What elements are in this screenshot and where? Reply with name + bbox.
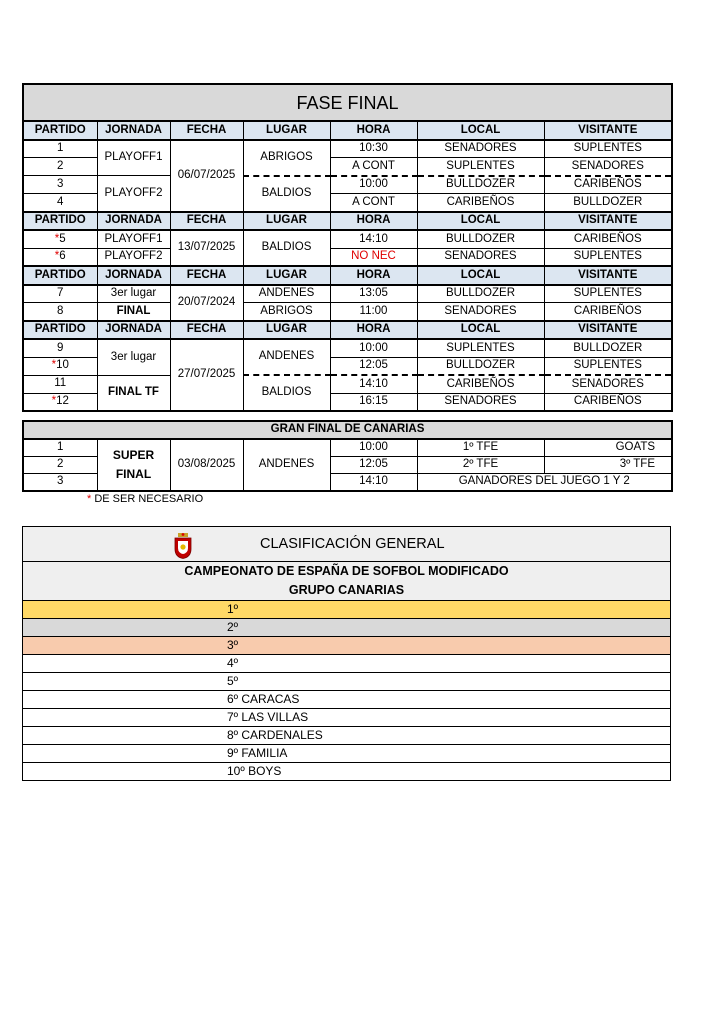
local-cell: CARIBEÑOS bbox=[417, 194, 544, 212]
table-row bbox=[23, 303, 672, 321]
partido-cell bbox=[23, 375, 97, 393]
header-local: LOCAL bbox=[417, 121, 544, 140]
footnote bbox=[87, 493, 203, 505]
partido-number: 10 bbox=[56, 359, 69, 372]
partido-cell: 2 bbox=[23, 158, 97, 176]
jornada-cell: 3er lugar bbox=[97, 285, 170, 303]
header-jornada: JORNADA bbox=[97, 321, 170, 340]
fase-final-table bbox=[22, 83, 673, 412]
table-row bbox=[23, 230, 672, 248]
footnote-text: DE SER NECESARIO bbox=[94, 493, 204, 505]
jornada-line-1: SUPER bbox=[112, 448, 155, 463]
jornada-cell: FINAL TF bbox=[97, 375, 170, 411]
visitante-cell: SUPLENTES bbox=[544, 357, 672, 375]
header-fecha: FECHA bbox=[170, 321, 243, 340]
partido-cell bbox=[23, 339, 97, 357]
rank-row: 5º bbox=[23, 672, 671, 690]
hora-cell: 14:10 bbox=[330, 375, 417, 393]
local-cell: BULLDOZER bbox=[417, 230, 544, 248]
fecha-cell: 03/08/2025 bbox=[170, 439, 243, 491]
fecha-cell: 20/07/2024 bbox=[170, 285, 243, 321]
partido-cell: 3 bbox=[23, 474, 97, 492]
local-cell: SUPLENTES bbox=[417, 339, 544, 357]
table-row bbox=[23, 140, 672, 158]
partido-cell bbox=[23, 230, 97, 248]
header-hora: HORA bbox=[330, 121, 417, 140]
rank-row: 2º bbox=[23, 618, 671, 636]
header-partido: PARTIDO bbox=[23, 121, 97, 140]
hora-cell: 10:00 bbox=[330, 339, 417, 357]
clasificacion-table bbox=[22, 526, 671, 781]
lugar-cell: BALDIOS bbox=[243, 230, 330, 266]
header-hora: HORA bbox=[330, 212, 417, 231]
header-lugar: LUGAR bbox=[243, 321, 330, 340]
header-jornada: JORNADA bbox=[97, 212, 170, 231]
rank-row: 6º CARACAS bbox=[23, 690, 671, 708]
rank-row: 3º bbox=[23, 636, 671, 654]
partido-cell bbox=[23, 248, 97, 266]
clasificacion-header bbox=[23, 527, 671, 562]
local-cell: BULLDOZER bbox=[417, 285, 544, 303]
partido-cell bbox=[23, 357, 97, 375]
visitante-cell: CARIBEÑOS bbox=[544, 176, 672, 194]
partido-number: 5 bbox=[59, 232, 66, 245]
partido-cell: 1 bbox=[23, 140, 97, 158]
visitante-cell: SENADORES bbox=[544, 158, 672, 176]
fecha-cell: 27/07/2025 bbox=[170, 339, 243, 411]
partido-cell bbox=[23, 393, 97, 411]
rank-row: 8º CARDENALES bbox=[23, 726, 671, 744]
fecha-cell: 13/07/2025 bbox=[170, 230, 243, 266]
partido-number: 9 bbox=[57, 341, 64, 354]
header-local: LOCAL bbox=[417, 266, 544, 285]
partido-cell: 2 bbox=[23, 457, 97, 474]
header-visitante: VISITANTE bbox=[544, 266, 672, 285]
jornada-cell bbox=[97, 439, 170, 491]
header-jornada: JORNADA bbox=[97, 121, 170, 140]
jornada-cell: 3er lugar bbox=[97, 339, 170, 375]
local-cell: SENADORES bbox=[417, 393, 544, 411]
fecha-cell: 06/07/2025 bbox=[170, 140, 243, 212]
visitante-cell: SUPLENTES bbox=[544, 140, 672, 158]
lugar-cell: ABRIGOS bbox=[243, 303, 330, 321]
header-hora: HORA bbox=[330, 321, 417, 340]
lugar-cell: ANDENES bbox=[243, 285, 330, 303]
partido-cell: 4 bbox=[23, 194, 97, 212]
hora-cell: 14:10 bbox=[330, 474, 417, 492]
table-row bbox=[23, 176, 672, 194]
hora-cell: NO NEC bbox=[330, 248, 417, 266]
partido-cell: 1 bbox=[23, 439, 97, 457]
federation-shield-icon bbox=[174, 533, 192, 562]
rank-row: 1º bbox=[23, 600, 671, 618]
header-local: LOCAL bbox=[417, 321, 544, 340]
hora-cell: 10:00 bbox=[330, 176, 417, 194]
header-lugar: LUGAR bbox=[243, 266, 330, 285]
header-jornada: JORNADA bbox=[97, 266, 170, 285]
asterisk-mark: * bbox=[54, 250, 60, 262]
table-row bbox=[23, 285, 672, 303]
local-cell: SUPLENTES bbox=[417, 158, 544, 176]
jornada-cell: PLAYOFF1 bbox=[97, 230, 170, 248]
header-partido: PARTIDO bbox=[23, 266, 97, 285]
jornada-cell: PLAYOFF1 bbox=[97, 140, 170, 176]
table-row bbox=[23, 339, 672, 357]
hora-cell: 11:00 bbox=[330, 303, 417, 321]
partido-cell: 7 bbox=[23, 285, 97, 303]
hora-cell: A CONT bbox=[330, 194, 417, 212]
hora-cell: 14:10 bbox=[330, 230, 417, 248]
hora-cell: 12:05 bbox=[330, 457, 417, 474]
asterisk-mark: * bbox=[51, 359, 57, 372]
jornada-line-2: FINAL bbox=[115, 467, 152, 481]
gran-final-table bbox=[22, 420, 673, 492]
visitante-cell: SUPLENTES bbox=[544, 248, 672, 266]
header-visitante: VISITANTE bbox=[544, 321, 672, 340]
jornada-cell: PLAYOFF2 bbox=[97, 248, 170, 266]
header-hora: HORA bbox=[330, 266, 417, 285]
local-cell: SENADORES bbox=[417, 248, 544, 266]
visitante-cell: CARIBEÑOS bbox=[544, 393, 672, 411]
asterisk-mark: * bbox=[51, 395, 57, 407]
table-header-row bbox=[23, 121, 672, 140]
table-row bbox=[23, 248, 672, 266]
visitante-cell: 3º TFE bbox=[544, 457, 672, 474]
visitante-cell: CARIBEÑOS bbox=[544, 303, 672, 321]
rank-row: 9º FAMILIA bbox=[23, 744, 671, 762]
partido-cell: 8 bbox=[23, 303, 97, 321]
header-fecha: FECHA bbox=[170, 266, 243, 285]
rank-row: 7º LAS VILLAS bbox=[23, 708, 671, 726]
hora-cell: 13:05 bbox=[330, 285, 417, 303]
header-lugar: LUGAR bbox=[243, 212, 330, 231]
hora-cell: A CONT bbox=[330, 158, 417, 176]
lugar-cell: ANDENES bbox=[243, 339, 330, 375]
header-lugar: LUGAR bbox=[243, 121, 330, 140]
hora-cell: 10:30 bbox=[330, 140, 417, 158]
hora-cell: 10:00 bbox=[330, 439, 417, 457]
local-cell: SENADORES bbox=[417, 303, 544, 321]
subtitle-line-2: GRUPO CANARIAS bbox=[288, 582, 405, 597]
asterisk-mark: * bbox=[87, 493, 92, 505]
local-cell: BULLDOZER bbox=[417, 357, 544, 375]
visitante-cell: BULLDOZER bbox=[544, 339, 672, 357]
combined-cell: GANADORES DEL JUEGO 1 Y 2 bbox=[417, 474, 672, 492]
header-partido: PARTIDO bbox=[23, 321, 97, 340]
local-cell: CARIBEÑOS bbox=[417, 375, 544, 393]
jornada-cell: FINAL bbox=[97, 303, 170, 321]
hora-cell: 12:05 bbox=[330, 357, 417, 375]
header-fecha: FECHA bbox=[170, 212, 243, 231]
local-cell: 2º TFE bbox=[417, 457, 544, 474]
partido-number: 6 bbox=[59, 250, 66, 262]
header-partido: PARTIDO bbox=[23, 212, 97, 231]
lugar-cell: ABRIGOS bbox=[243, 140, 330, 176]
fase-final-title: FASE FINAL bbox=[23, 84, 672, 121]
subtitle-line-1: CAMPEONATO DE ESPAÑA DE SOFBOL MODIFICADO bbox=[184, 564, 509, 578]
visitante-cell: BULLDOZER bbox=[544, 194, 672, 212]
lugar-cell: ANDENES bbox=[243, 439, 330, 491]
header-fecha: FECHA bbox=[170, 121, 243, 140]
local-cell: BULLDOZER bbox=[417, 176, 544, 194]
rank-row: 4º bbox=[23, 654, 671, 672]
header-visitante: VISITANTE bbox=[544, 121, 672, 140]
visitante-cell: SUPLENTES bbox=[544, 285, 672, 303]
jornada-cell: PLAYOFF2 bbox=[97, 176, 170, 212]
gran-final-title: GRAN FINAL DE CANARIAS bbox=[23, 421, 672, 439]
table-header-row bbox=[23, 266, 672, 285]
lugar-cell: BALDIOS bbox=[243, 375, 330, 411]
lugar-cell: BALDIOS bbox=[243, 176, 330, 212]
visitante-cell: CARIBEÑOS bbox=[544, 230, 672, 248]
header-local: LOCAL bbox=[417, 212, 544, 231]
clasificacion-title: CLASIFICACIÓN GENERAL bbox=[260, 536, 445, 552]
rank-row: 10º BOYS bbox=[23, 762, 671, 780]
header-visitante: VISITANTE bbox=[544, 212, 672, 231]
partido-cell: 3 bbox=[23, 176, 97, 194]
table-row bbox=[23, 375, 672, 393]
asterisk-mark: * bbox=[54, 232, 60, 245]
partido-number: 12 bbox=[56, 395, 69, 407]
table-row bbox=[23, 439, 672, 457]
table-header-row bbox=[23, 212, 672, 231]
table-header-row bbox=[23, 321, 672, 340]
visitante-cell: SENADORES bbox=[544, 375, 672, 393]
hora-cell: 16:15 bbox=[330, 393, 417, 411]
visitante-cell: GOATS bbox=[544, 439, 672, 457]
local-cell: SENADORES bbox=[417, 140, 544, 158]
clasificacion-subtitle bbox=[23, 562, 671, 601]
partido-number: 11 bbox=[54, 377, 67, 390]
local-cell: 1º TFE bbox=[417, 439, 544, 457]
